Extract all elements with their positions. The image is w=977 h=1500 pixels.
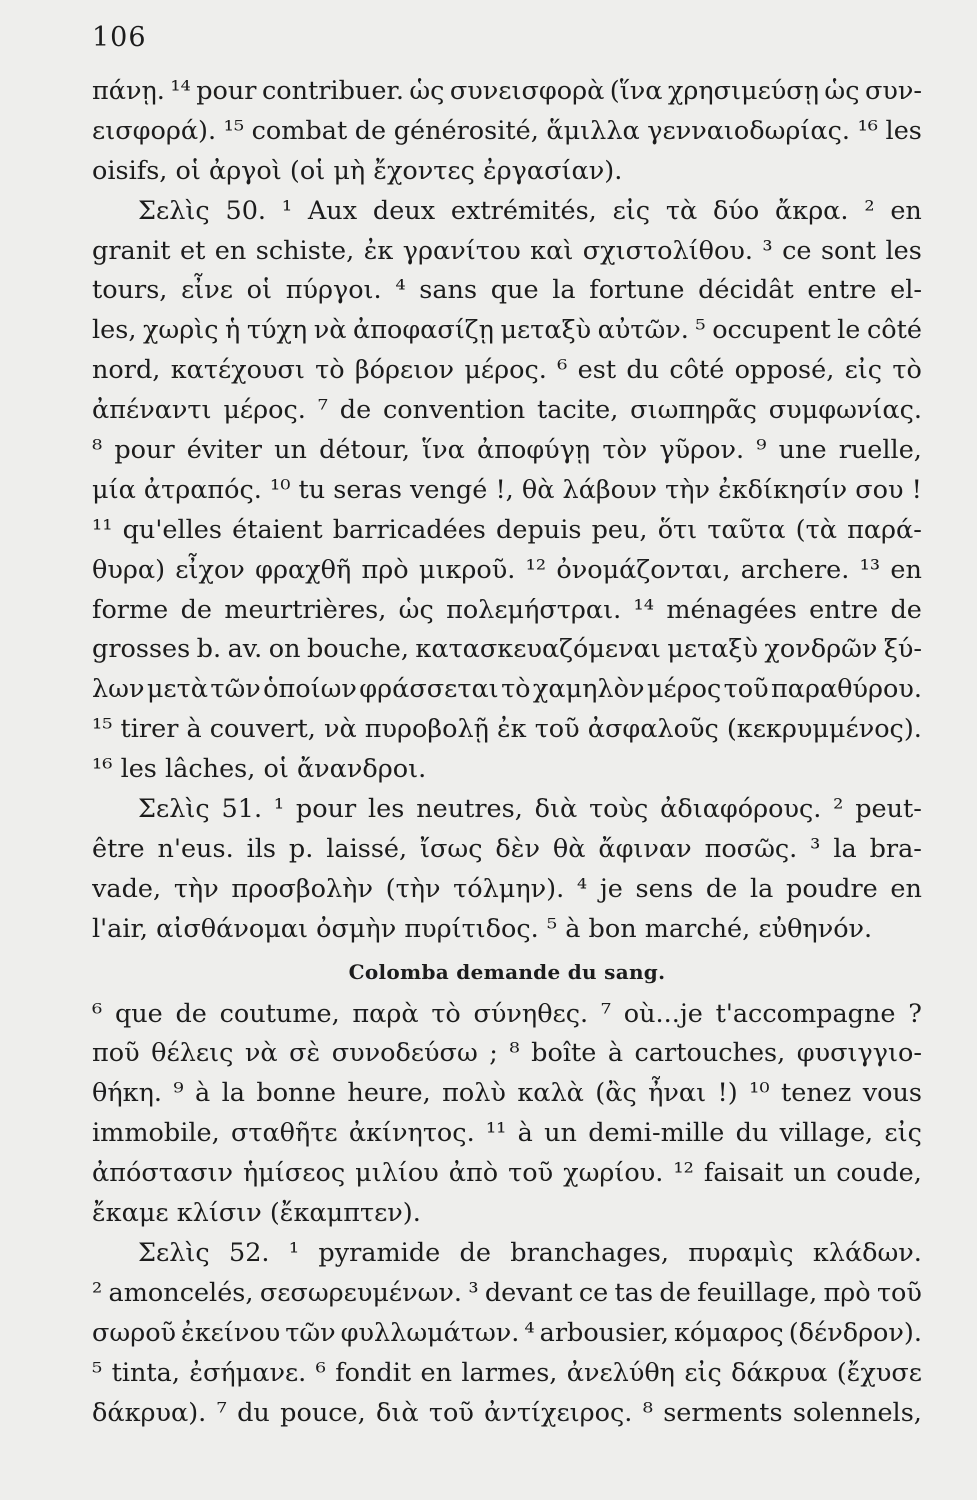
text-line: être n'eus. ils p. laissé, ἴσως δὲν θὰ ἄφιναν ποσῶς. ³ la bra- <box>92 833 922 864</box>
page-number: 106 <box>92 22 147 53</box>
text-line: θήκη. ⁹ à la bonne heure, πολὺ καλὰ (ἂς ἦναι !) ¹⁰ tenez vous <box>92 1078 922 1109</box>
text-line: δάκρυα). ⁷ du pouce, διὰ τοῦ ἀντίχειρος. ⁸ serments solennels, <box>92 1397 922 1428</box>
text-line: Σελὶς 50. ¹ Aux deux extrémités, εἰς τὰ δύο ἄκρα. ² en <box>138 195 922 226</box>
text-line: ¹¹ qu'elles étaient barricadées depuis peu, ὅτι ταῦτα (τὰ παρά- <box>92 514 922 545</box>
text-line: granit et en schiste, ἐκ γρανίτου καὶ σχιστολίθου. ³ ce sont les <box>92 235 922 266</box>
text-line: Σελὶς 51. ¹ pour les neutres, διὰ τοὺς ἀδιαφόρους. ² peut- <box>138 794 922 825</box>
text-line: ἀπέναντι μέρος. ⁷ de convention tacite, σιωπηρᾶς συμφωνίας. <box>92 395 922 426</box>
text-line: grosses b. av. on bouche, κατασκευαζόμεναι μεταξὺ χονδρῶν ξύ- <box>92 634 922 665</box>
text-line: πάνῃ. ¹⁴ pour contribuer. ὡς συνεισφορὰ (ἵνα χρησιμεύσῃ ὡς συν- <box>92 76 922 106</box>
text-line: εισφορά). ¹⁵ combat de générosité, ἅμιλλα γενναιοδωρίας. ¹⁶ les <box>92 115 922 146</box>
text-line: tours, εἶνε οἱ πύργοι. ⁴ sans que la fortune décidât entre el- <box>92 275 922 306</box>
text-line: θυρα) εἶχον φραχθῆ πρὸ μικροῦ. ¹² ὀνομάζονται, archere. ¹³ en <box>92 554 922 585</box>
text-line: vade, τὴν προσβολὴν (τὴν τόλμην). ⁴ je sens de la poudre en <box>92 873 922 904</box>
text-line: l'air, αἰσθάνομαι ὀσμὴν πυρίτιδος. ⁵ à bon marché, εὐθηνόν. <box>92 913 873 944</box>
text-line: ¹⁵ tirer à couvert, νὰ πυροβολῇ ἐκ τοῦ ἀσφαλοῦς (κεκρυμμένος). <box>92 714 922 745</box>
text-line: oisifs, οἱ ἀργοὶ (οἱ μὴ ἔχοντες ἐργασίαν). <box>92 155 623 186</box>
text-line: immobile, σταθῆτε ἀκίνητος. ¹¹ à un demi-mille du village, εἰς <box>92 1118 922 1149</box>
text-body <box>92 72 922 1433</box>
text-line: ² amoncelés, σεσωρευμένων. ³ devant ce tas de feuillage, πρὸ τοῦ <box>92 1277 922 1308</box>
text-line: ⁶ que de coutume, παρὰ τὸ σύνηθες. ⁷ où...je t'accompagne ? <box>92 998 922 1029</box>
text-line: σωροῦ ἐκείνου τῶν φυλλωμάτων. ⁴ arbousier, κόμαρος (δένδρον). <box>92 1317 922 1348</box>
text-line: λων μετὰ τῶν ὁποίων φράσσεται τὸ χαμηλὸν μέρος τοῦ παραθύρου. <box>92 674 922 705</box>
text-line: ⁸ pour éviter un détour, ἵνα ἀποφύγῃ τὸν γῦρον. ⁹ une ruelle, <box>92 435 922 466</box>
text-line: les, χωρὶς ἡ τύχη νὰ ἀποφασίζῃ μεταξὺ αὐτῶν. ⁵ occupent le côté <box>92 315 922 346</box>
text-line: forme de meurtrières, ὡς πολεμήστραι. ¹⁴ ménagées entre de <box>92 594 922 625</box>
text-line: ¹⁶ les lâches, οἱ ἄνανδροι. <box>92 754 427 785</box>
text-line: ποῦ θέλεις νὰ σὲ συνοδεύσω ; ⁸ boîte à cartouches, φυσιγγιο- <box>92 1038 922 1069</box>
text-line: ἔκαμε κλίσιν (ἔκαμπτεν). <box>92 1198 421 1229</box>
text-line: ⁵ tinta, ἐσήμανε. ⁶ fondit en larmes, ἀνελύθη εἰς δάκρυα (ἔχυσε <box>92 1357 922 1388</box>
text-line: ἀπόστασιν ἡμίσεος μιλίου ἀπὸ τοῦ χωρίου. ¹² faisait un coude, <box>92 1158 922 1189</box>
section-heading: Colomba demande du sang. <box>348 959 666 984</box>
text-line: nord, κατέχουσι τὸ βόρειον μέρος. ⁶ est du côté opposé, εἰς τὸ <box>92 355 922 386</box>
text-line: μία ἀτραπός. ¹⁰ tu seras vengé !, θὰ λάβουν τὴν ἐκδίκησίν σου ! <box>92 474 922 505</box>
text-line: Σελὶς 52. ¹ pyramide de branchages, πυραμὶς κλάδων. <box>138 1237 922 1268</box>
